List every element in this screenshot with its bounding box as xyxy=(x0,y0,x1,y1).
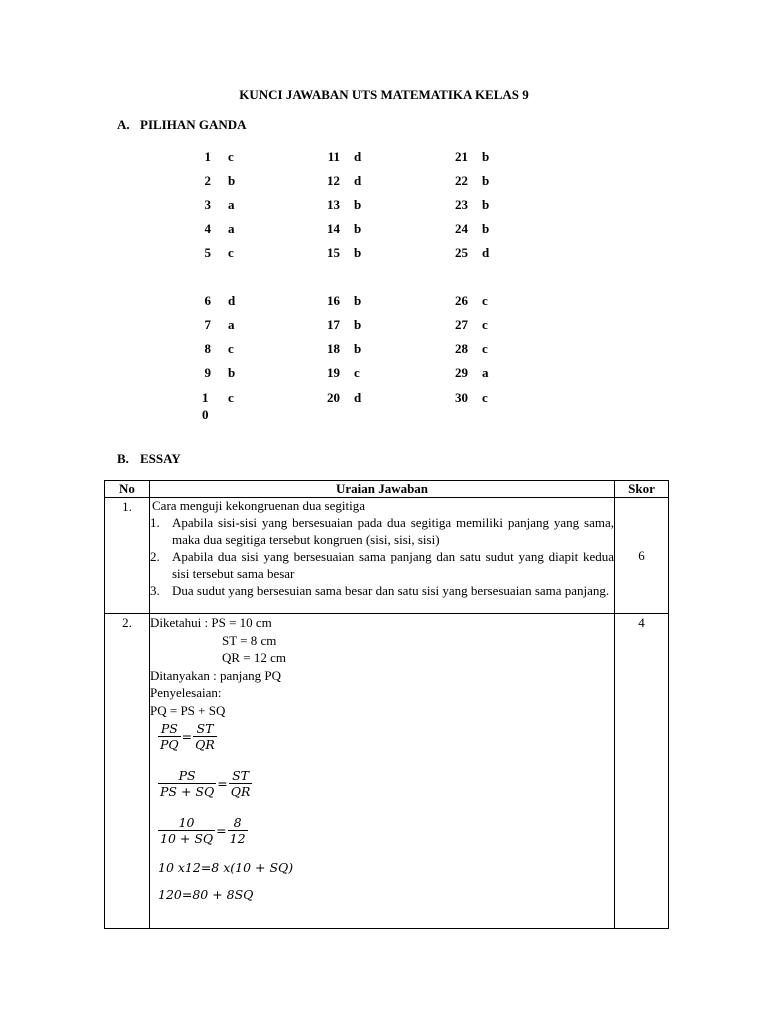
essay-table xyxy=(104,480,669,929)
q2-pq: PQ = PS + SQ xyxy=(150,702,226,718)
section-a-label: A. xyxy=(117,117,130,132)
answer-number: 30 xyxy=(455,390,468,405)
q2-qr: QR = 12 cm xyxy=(222,650,287,665)
q1-item-num: 3. xyxy=(150,583,160,598)
answer-letter: b xyxy=(354,197,362,212)
eq2-den-left: PS + SQ xyxy=(160,784,215,799)
answer-letter: b xyxy=(354,221,362,236)
answer-number: 13 xyxy=(327,197,340,212)
q1-item-num: 1. xyxy=(150,515,160,530)
q2-asked: Ditanyakan : panjang PQ xyxy=(150,667,282,683)
answer-letter: c xyxy=(228,390,234,405)
section-b-label: B. xyxy=(117,451,129,466)
q2-solution: Penyelesaian: xyxy=(150,685,222,700)
answer-letter: c xyxy=(482,341,488,356)
q2-answer xyxy=(150,614,615,929)
answer-number: 29 xyxy=(455,365,468,380)
q1-item-text: Apabila sisi-sisi yang bersesuaian pada dua segitiga memiliki panjang yang sama, maka dua segitiga tersebut kongruen (sisi, sisi, sisi) xyxy=(172,515,614,547)
answer-letter: b xyxy=(482,173,490,188)
answer-number: 9 xyxy=(204,365,211,380)
answer-letter: c xyxy=(228,245,234,260)
eq2-den-right: QR xyxy=(230,784,251,799)
answer-number: 23 xyxy=(455,197,468,212)
eq1-den-left: PQ xyxy=(160,737,179,752)
eq1-num-left: PS xyxy=(160,721,178,736)
answer-letter: a xyxy=(228,317,235,332)
answer-letter: a xyxy=(228,197,235,212)
answer-letter: a xyxy=(482,365,489,380)
answer-number: 26 xyxy=(455,293,468,308)
answer-letter: d xyxy=(354,390,362,405)
equation-2 xyxy=(158,768,614,799)
q1-score: 6 xyxy=(615,498,669,614)
q1-item-text: Dua sudut yang bersesuian sama besar dan satu sisi yang bersesuaian sama panjang. xyxy=(172,583,610,598)
answer-number: 27 xyxy=(455,317,468,332)
answer-number: 3 xyxy=(204,197,211,212)
section-a-title: PILIHAN GANDA xyxy=(140,117,247,132)
answer-letter: d xyxy=(228,293,236,308)
answer-number: 18 xyxy=(327,341,340,356)
eq1-den-right: QR xyxy=(195,737,215,752)
answer-letter: c xyxy=(228,341,234,356)
equation-1 xyxy=(158,721,614,752)
answer-letter: a xyxy=(228,221,235,236)
essay-row-1 xyxy=(105,498,669,614)
eq3-equals: = xyxy=(216,823,227,838)
q2-score: 4 xyxy=(615,614,669,929)
answer-letter: b xyxy=(482,221,490,236)
eq3-num-left: 10 xyxy=(178,815,195,830)
answer-letter: b xyxy=(228,173,236,188)
answer-number: 7 xyxy=(204,317,211,332)
answer-number: 16 xyxy=(327,293,340,308)
answer-number: 1 xyxy=(204,149,211,164)
section-a-heading xyxy=(117,117,247,133)
answer-letter: d xyxy=(482,245,490,260)
q1-list xyxy=(150,514,614,599)
answer-number: 24 xyxy=(455,221,468,236)
answer-letter: c xyxy=(482,293,488,308)
q1-intro: Cara menguji kekongruenan dua segitiga xyxy=(152,498,365,513)
equation-5: 120=80 + 8SQ xyxy=(158,887,254,902)
answer-letter: c xyxy=(482,317,488,332)
q1-item-text: Apabila dua sisi yang bersesuaian sama panjang dan satu sudut yang diapit kedua sisi tersebut sama besar xyxy=(172,549,614,581)
eq3-den-right: 12 xyxy=(229,831,246,846)
eq2-num-left: PS xyxy=(178,768,196,783)
answer-number: 6 xyxy=(204,293,211,308)
answer-number: 8 xyxy=(204,341,211,356)
essay-header-row xyxy=(105,481,669,498)
eq3-num-right: 8 xyxy=(233,815,242,830)
answer-letter: c xyxy=(228,149,234,164)
answer-number: 19 xyxy=(327,365,340,380)
answer-letter: c xyxy=(354,365,360,380)
q1-item xyxy=(150,514,614,548)
equation-4: 10 x12=8 x(10 + SQ) xyxy=(158,860,294,875)
answer-number: 22 xyxy=(455,173,468,188)
answer-number: 1 0 xyxy=(202,390,209,422)
answer-number: 17 xyxy=(327,317,340,332)
answer-letter: d xyxy=(354,149,362,164)
eq2-equals: = xyxy=(217,776,228,791)
equation-3 xyxy=(158,815,614,846)
answer-letter: c xyxy=(482,390,488,405)
q2-st: ST = 8 cm xyxy=(222,632,277,648)
eq3-den-left: 10 + SQ xyxy=(160,831,214,846)
answer-number: 2 xyxy=(204,173,211,188)
page-title: KUNCI JAWABAN UTS MATEMATIKA KELAS 9 xyxy=(239,87,529,102)
eq2-num-right: ST xyxy=(232,768,249,783)
answer-letter: d xyxy=(354,173,362,188)
q1-item xyxy=(150,582,614,599)
answer-number: 20 xyxy=(327,390,340,405)
q1-item xyxy=(150,548,614,582)
answer-number: 12 xyxy=(327,173,340,188)
answer-number: 28 xyxy=(455,341,468,356)
header-answer: Uraian Jawaban xyxy=(150,481,615,498)
answer-number: 11 xyxy=(327,149,340,164)
answer-number: 21 xyxy=(455,149,468,164)
section-b-title: ESSAY xyxy=(140,451,181,466)
header-no: No xyxy=(105,481,150,498)
answer-number: 14 xyxy=(327,221,340,236)
answer-letter: b xyxy=(482,197,490,212)
q1-item-num: 2. xyxy=(150,549,160,564)
answer-number: 5 xyxy=(204,245,211,260)
q2-no: 2. xyxy=(105,614,150,929)
answer-number: 15 xyxy=(327,245,340,260)
answer-letter: b xyxy=(482,149,490,164)
answer-number: 4 xyxy=(204,221,211,236)
eq1-equals: = xyxy=(181,729,193,744)
answer-letter: b xyxy=(354,293,362,308)
section-b-heading xyxy=(117,451,181,467)
eq1-num-right: ST xyxy=(196,721,214,736)
q2-known: Diketahui : PS = 10 cm xyxy=(150,615,272,630)
answer-letter: b xyxy=(228,365,236,380)
essay-row-2 xyxy=(105,614,669,929)
q1-no: 1. xyxy=(105,498,150,614)
answer-number: 25 xyxy=(455,245,468,260)
answer-letter: b xyxy=(354,317,362,332)
header-score: Skor xyxy=(615,481,669,498)
answer-letter: b xyxy=(354,245,362,260)
q1-answer xyxy=(150,498,615,614)
answer-letter: b xyxy=(354,341,362,356)
